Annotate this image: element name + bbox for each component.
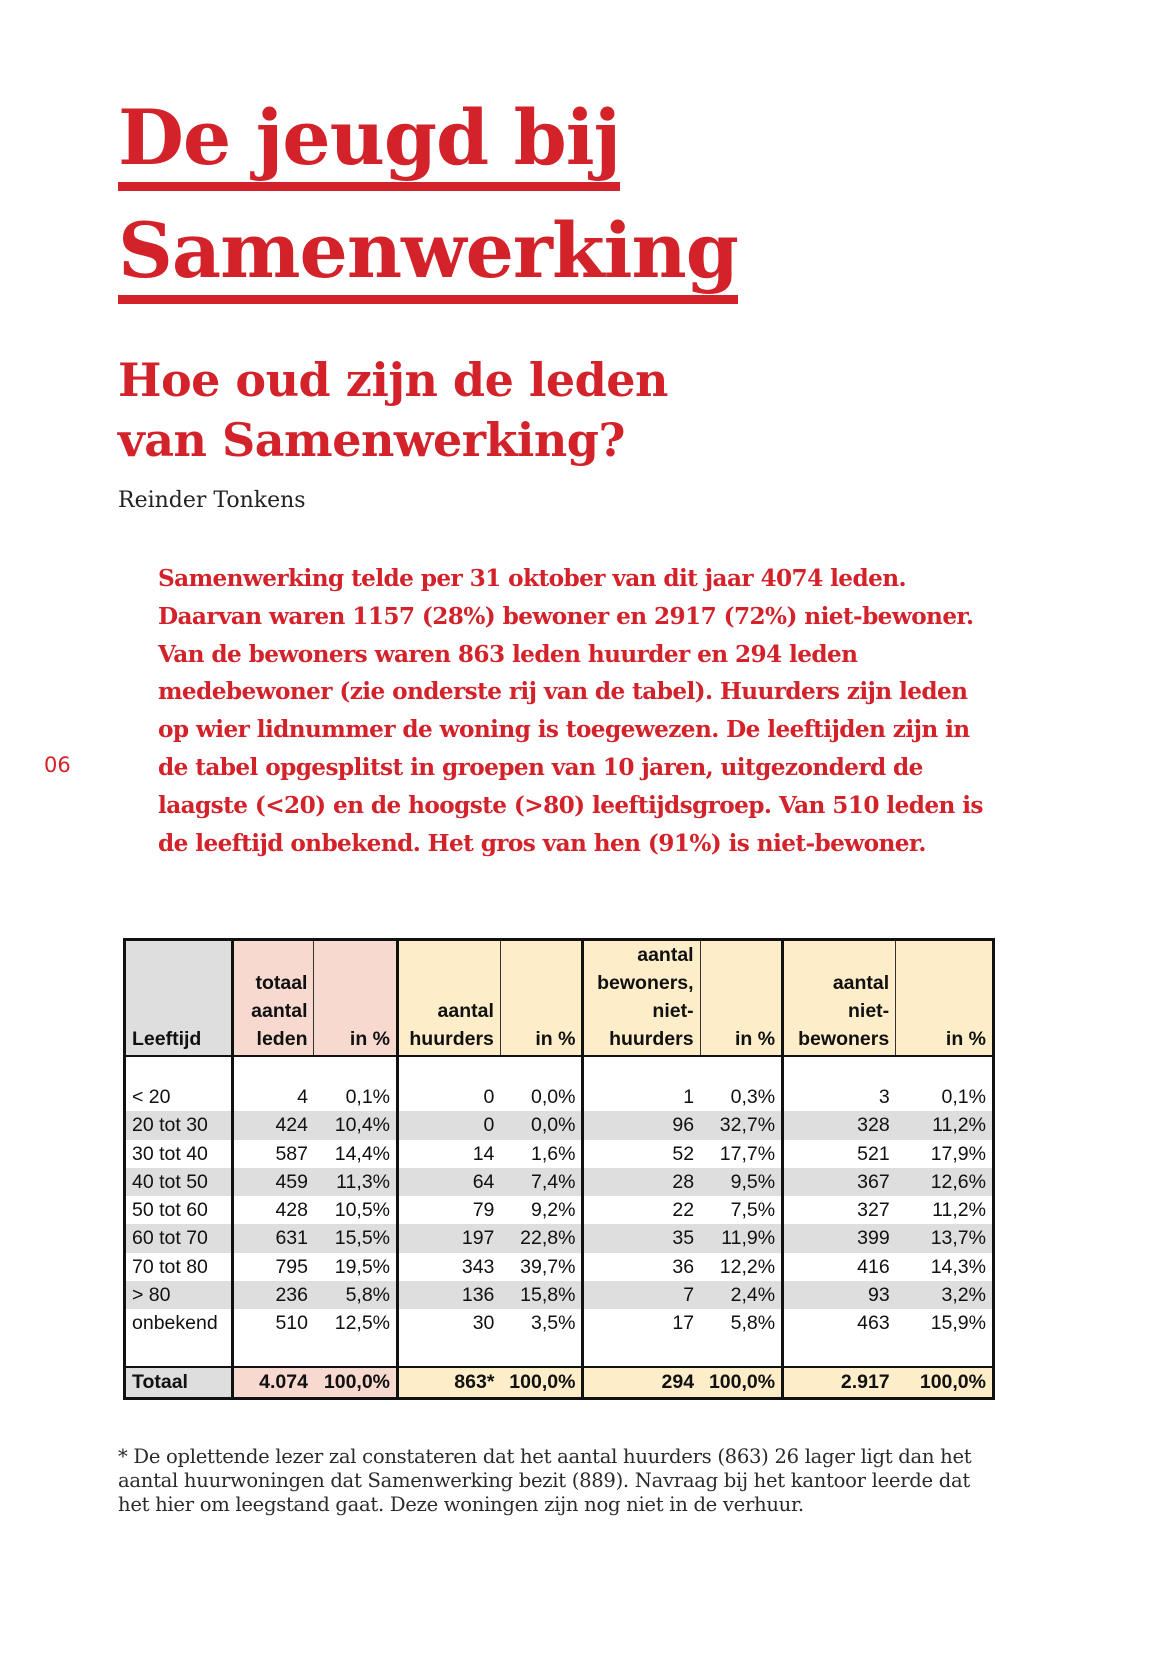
- cell-total-pct: 0,1%: [345, 1086, 391, 1108]
- main-title-line-2: Samenwerking: [118, 209, 738, 304]
- cell-total-members: 631: [232, 1224, 314, 1252]
- cell-co-residents: 7: [583, 1281, 700, 1309]
- cell-co-residents: 96: [583, 1111, 700, 1139]
- cell-total-pct: 14,4%: [334, 1142, 391, 1165]
- cell-tenants-pct: 9,2%: [530, 1199, 576, 1222]
- cell-total-pct: 11,3%: [314, 1168, 398, 1196]
- cell-age-group: < 20: [132, 1086, 171, 1108]
- header-total-pct: in %: [314, 940, 398, 1057]
- cell-total-members: 510: [232, 1309, 314, 1337]
- cell-co-residents-pct: 11,9%: [700, 1224, 783, 1252]
- article-title-line-1: Hoe oud zijn de leden: [118, 353, 668, 407]
- cell-co-residents-pct: 9,5%: [700, 1168, 783, 1196]
- total-non-residents: 2.917: [783, 1367, 896, 1399]
- cell-non-residents: 93: [783, 1281, 896, 1309]
- intro-paragraph: Samenwerking telde per 31 oktober van dit jaar 4074 leden. Daarvan waren 1157 (28%) bewoner en 2917 (72%) niet-bewoner. Van de bewoners waren 863 leden huurder en 294 leden medebewoner (zie onderste rij van de tabel). Huurders zijn leden op wier lidnummer de woning is toegewezen. De leeftijden zijn in de tabel opgesplitst in groepen van 10 jaren, uitgezonderd de laagste (<20) en de hoogste (>80) leeftijdsgroep. Van 510 leden is de leeftijd onbekend. Het gros van hen (91%) is niet-bewoner.: [158, 565, 983, 857]
- table-row: [125, 1083, 994, 1111]
- header-tenants: aantal huurders: [398, 940, 501, 1057]
- cell-age-group: 70 tot 80: [132, 1255, 208, 1278]
- cell-non-residents-pct: 14,3%: [930, 1255, 986, 1278]
- cell-non-residents-pct: 12,6%: [896, 1168, 994, 1196]
- table-row: [125, 1309, 994, 1337]
- article-title-line-2: van Samenwerking?: [118, 413, 625, 467]
- table-row: [125, 1281, 994, 1309]
- cell-co-residents: 52: [583, 1140, 700, 1168]
- table-row: [125, 1224, 994, 1252]
- age-statistics-table-container: [123, 938, 995, 1400]
- cell-total-pct: 12,5%: [334, 1312, 391, 1335]
- total-label: Totaal: [125, 1367, 233, 1399]
- cell-non-residents: 521: [783, 1140, 896, 1168]
- cell-non-residents-pct: 15,9%: [930, 1312, 986, 1335]
- cell-co-residents: 17: [583, 1309, 700, 1337]
- total-co-residents: 294: [583, 1367, 700, 1399]
- header-co-residents-pct: in %: [700, 940, 783, 1057]
- cell-age-group: 60 tot 70: [125, 1224, 233, 1252]
- age-statistics-table: [123, 938, 995, 1400]
- cell-non-residents-pct: 11,2%: [932, 1199, 986, 1222]
- cell-total-pct: 15,5%: [314, 1224, 398, 1252]
- cell-non-residents-pct: 3,2%: [896, 1281, 994, 1309]
- page-number: 06: [44, 753, 71, 777]
- cell-co-residents-pct: 12,2%: [719, 1255, 776, 1278]
- table-spacer-row: [125, 1338, 994, 1367]
- table-spacer-row: [125, 1056, 994, 1083]
- cell-tenants-pct: 0,0%: [500, 1111, 583, 1139]
- cell-tenants: 79: [398, 1196, 501, 1224]
- table-body: [125, 1056, 994, 1367]
- cell-tenants-pct: 22,8%: [500, 1224, 583, 1252]
- table-header-row: [125, 940, 994, 1057]
- cell-non-residents: 463: [783, 1309, 896, 1337]
- cell-tenants: 64: [398, 1168, 501, 1196]
- header-co-residents: aantal bewoners, niet-huurders: [583, 940, 700, 1057]
- cell-tenants-pct: 3,5%: [530, 1312, 576, 1335]
- cell-age-group: 30 tot 40: [132, 1142, 208, 1165]
- cell-age-group: 50 tot 60: [132, 1199, 208, 1222]
- cell-tenants: 14: [398, 1140, 501, 1168]
- cell-total-pct: 10,5%: [334, 1199, 391, 1222]
- cell-total-members: 424: [232, 1111, 314, 1139]
- cell-age-group: > 80: [125, 1281, 233, 1309]
- cell-co-residents-pct: 0,3%: [730, 1086, 776, 1108]
- cell-tenants: 0: [398, 1111, 501, 1139]
- footnote: * De oplettende lezer zal constateren dat het aantal huurders (863) 26 lager ligt dan het aantal huurwoningen dat Samenwerking bezit (889). Navraag bij het kantoor leerde dat het hier om leegstand gaat. Deze woningen zijn nog niet in de verhuur.: [118, 1445, 972, 1516]
- table-row: [125, 1111, 994, 1139]
- cell-tenants: 343: [398, 1253, 501, 1281]
- cell-tenants: 197: [398, 1224, 501, 1252]
- cell-tenants-pct: 7,4%: [500, 1168, 583, 1196]
- cell-tenants: 136: [398, 1281, 501, 1309]
- cell-co-residents-pct: 32,7%: [700, 1111, 783, 1139]
- cell-total-members: 236: [232, 1281, 314, 1309]
- cell-total-members: 587: [232, 1140, 314, 1168]
- cell-total-members: 428: [232, 1196, 314, 1224]
- cell-co-residents: 28: [583, 1168, 700, 1196]
- cell-tenants-pct: 0,0%: [530, 1086, 576, 1108]
- cell-co-residents: 36: [583, 1253, 700, 1281]
- article-title: [118, 350, 668, 470]
- cell-co-residents-pct: 2,4%: [700, 1281, 783, 1309]
- cell-tenants-pct: 15,8%: [500, 1281, 583, 1309]
- cell-tenants: 30: [398, 1309, 501, 1337]
- cell-total-members: 459: [232, 1168, 314, 1196]
- total-tenants-pct: 100,0%: [500, 1367, 583, 1399]
- cell-non-residents: 367: [783, 1168, 896, 1196]
- cell-non-residents: 3: [783, 1083, 896, 1111]
- cell-non-residents: 328: [783, 1111, 896, 1139]
- total-tenants: 863*: [398, 1367, 501, 1399]
- cell-total-pct: 5,8%: [314, 1281, 398, 1309]
- cell-total-pct: 19,5%: [334, 1255, 391, 1278]
- table-row: [125, 1253, 994, 1281]
- cell-co-residents-pct: 7,5%: [730, 1199, 776, 1222]
- author-byline: Reinder Tonkens: [118, 488, 306, 513]
- total-members: 4.074: [232, 1367, 314, 1399]
- header-total-members: totaal aantal leden: [232, 940, 314, 1057]
- total-co-residents-pct: 100,0%: [700, 1367, 783, 1399]
- cell-co-residents-pct: 5,8%: [730, 1312, 776, 1335]
- cell-tenants-pct: 1,6%: [530, 1142, 576, 1165]
- table-total-row: [125, 1367, 994, 1399]
- header-non-residents-pct: in %: [896, 940, 994, 1057]
- cell-non-residents-pct: 13,7%: [896, 1224, 994, 1252]
- header-tenants-pct: in %: [500, 940, 583, 1057]
- cell-age-group: 20 tot 30: [125, 1111, 233, 1139]
- cell-tenants: 0: [398, 1083, 501, 1111]
- header-age: Leeftijd: [125, 940, 233, 1057]
- cell-total-pct: 10,4%: [314, 1111, 398, 1139]
- main-title-line-1: De jeugd bij: [118, 96, 620, 191]
- cell-co-residents-pct: 17,7%: [719, 1142, 776, 1165]
- cell-co-residents: 35: [583, 1224, 700, 1252]
- table-row: [125, 1168, 994, 1196]
- cell-non-residents-pct: 17,9%: [930, 1142, 986, 1165]
- cell-co-residents: 1: [583, 1083, 700, 1111]
- cell-non-residents: 399: [783, 1224, 896, 1252]
- cell-non-residents-pct: 0,1%: [941, 1086, 986, 1108]
- total-non-residents-pct: 100,0%: [896, 1367, 994, 1399]
- table-row: [125, 1196, 994, 1224]
- cell-total-members: 795: [232, 1253, 314, 1281]
- cell-age-group: 40 tot 50: [125, 1168, 233, 1196]
- total-members-pct: 100,0%: [314, 1367, 398, 1399]
- cell-co-residents: 22: [583, 1196, 700, 1224]
- cell-age-group: onbekend: [132, 1312, 218, 1335]
- cell-tenants-pct: 39,7%: [520, 1255, 576, 1278]
- header-non-residents: aantal niet-bewoners: [783, 940, 896, 1057]
- cell-non-residents: 327: [783, 1196, 896, 1224]
- table-row: [125, 1140, 994, 1168]
- cell-non-residents-pct: 11,2%: [896, 1111, 994, 1139]
- cell-total-members: 4: [232, 1083, 314, 1111]
- cell-non-residents: 416: [783, 1253, 896, 1281]
- main-title: [118, 88, 738, 314]
